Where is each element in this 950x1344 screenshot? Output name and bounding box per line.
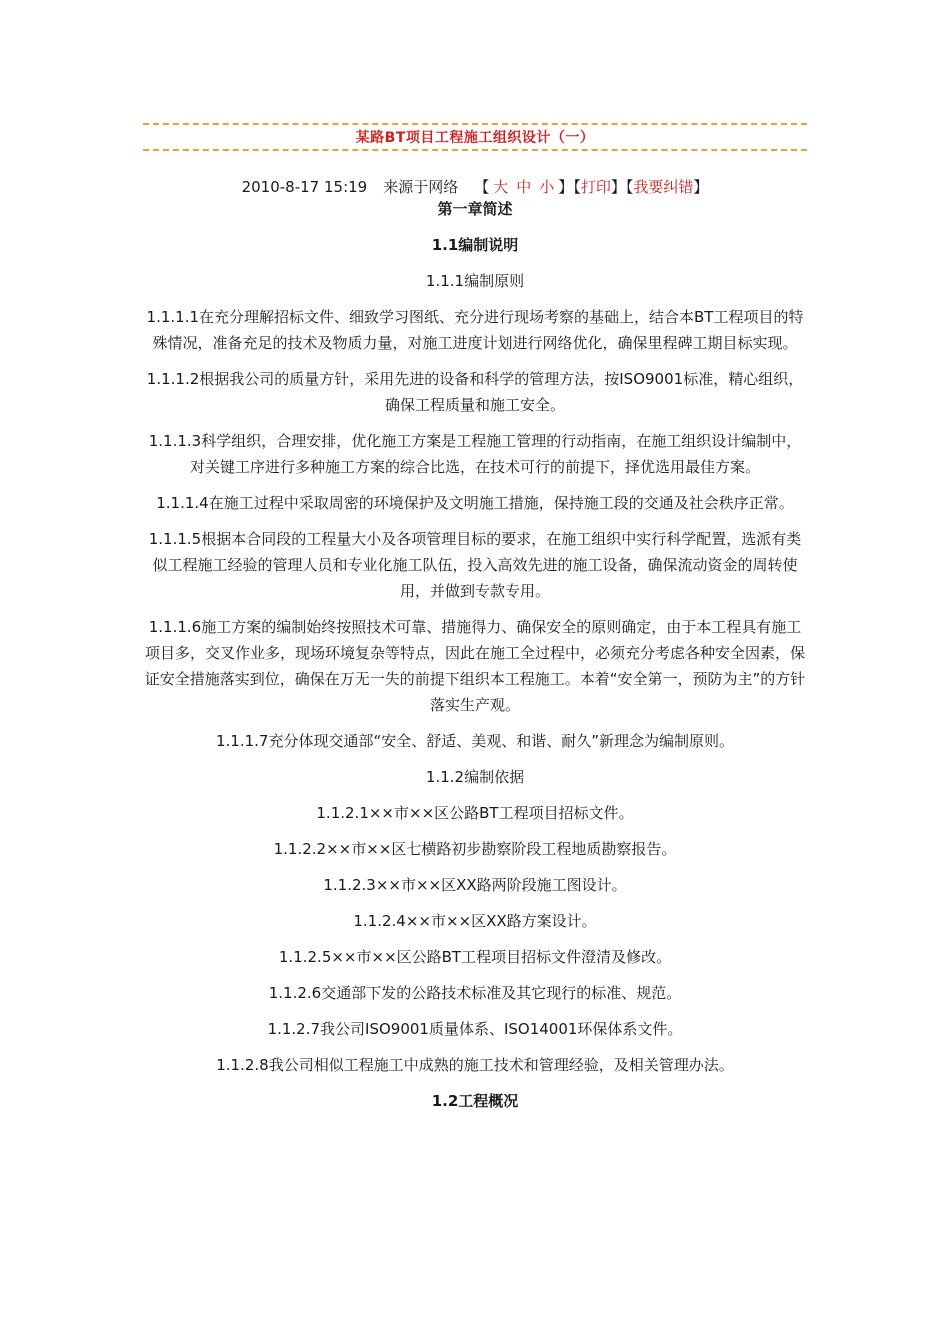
basis-item-4: 1.1.2.4××市××区XX路方案设计。 bbox=[353, 912, 597, 930]
subsection-heading-1-1-2: 1.1.2编制依据 bbox=[425, 768, 525, 786]
article-meta: 2010-8-17 15:19 来源于网络 【 大 中 小 】【打印】【我要纠错】 bbox=[241, 178, 709, 196]
basis-item-6: 1.1.2.6交通部下发的公路技术标准及其它现行的标准、规范。 bbox=[268, 984, 682, 1002]
top-dashed-divider bbox=[143, 123, 807, 125]
source-label: 来源于网络 bbox=[383, 178, 459, 196]
section-heading-1-1: 1.1编制说明 bbox=[431, 236, 519, 254]
basis-item-8: 1.1.2.8我公司相似工程施工中成熟的施工技术和管理经验，及相关管理办法。 bbox=[216, 1056, 734, 1074]
paragraph-1-1-1-5: 1.1.1.5根据本合同段的工程量大小及各项管理目标的要求，在施工组织中实行科学配置，选派有类似工程施工经验的管理人员和专业化施工队伍，投入高效先进的施工设备，确保流动资金的周转使用，并做到专款专用。 bbox=[148, 530, 802, 600]
basis-item-1: 1.1.2.1××市××区公路BT工程项目招标文件。 bbox=[316, 804, 634, 822]
font-size-medium-link[interactable]: 中 bbox=[516, 178, 532, 196]
chapter-heading: 第一章简述 bbox=[437, 200, 513, 218]
subsection-heading-1-1-1: 1.1.1编制原则 bbox=[425, 272, 525, 290]
paragraph-1-1-1-7: 1.1.1.7充分体现交通部“安全、舒适、美观、和谐、耐久”新理念为编制原则。 bbox=[215, 732, 735, 750]
bottom-dashed-divider bbox=[143, 149, 807, 151]
basis-item-7: 1.1.2.7我公司ISO9001质量体系、ISO14001环保体系文件。 bbox=[267, 1020, 683, 1038]
print-link[interactable]: 打印 bbox=[580, 178, 611, 196]
basis-item-3: 1.1.2.3××市××区XX路两阶段施工图设计。 bbox=[323, 876, 627, 894]
basis-item-5: 1.1.2.5××市××区公路BT工程项目招标文件澄清及修改。 bbox=[278, 948, 672, 966]
paragraph-1-1-1-2: 1.1.1.2根据我公司的质量方针，采用先进的设备和科学的管理方法，按ISO9001标准，精心组织，确保工程质量和施工安全。 bbox=[146, 370, 804, 414]
basis-item-2: 1.1.2.2××市××区七横路初步勘察阶段工程地质勘察报告。 bbox=[273, 840, 677, 858]
section-heading-1-2: 1.2工程概况 bbox=[431, 1092, 519, 1110]
font-size-small-link[interactable]: 小 bbox=[539, 178, 555, 196]
paragraph-1-1-1-6: 1.1.1.6施工方案的编制始终按照技术可靠、措施得力、确保安全的原则确定，由于本工程具有施工项目多，交叉作业多，现场环境复杂等特点，因此在施工全过程中，必须充分考虑各种安全因素，保证安全措施落实到位，确保在万无一失的前提下组织本工程施工。本着“安全第一，预防为主”的方针落实生产观。 bbox=[144, 618, 806, 714]
article-title: 某路BT项目工程施工组织设计（一） bbox=[355, 130, 595, 146]
paragraph-1-1-1-1: 1.1.1.1在充分理解招标文件、细致学习图纸、充分进行现场考察的基础上，结合本BT工程项目的特殊情况，准备充足的技术及物质力量，对施工进度计划进行网络优化，确保里程碑工期目标实现。 bbox=[146, 308, 804, 352]
paragraph-1-1-1-3: 1.1.1.3科学组织，合理安排，优化施工方案是工程施工管理的行动指南，在施工组织设计编制中，对关键工序进行多种施工方案的综合比选，在技术可行的前提下，择优选用最佳方案。 bbox=[148, 432, 802, 476]
font-size-large-link[interactable]: 大 bbox=[493, 178, 509, 196]
publish-date: 2010-8-17 15:19 bbox=[241, 178, 368, 196]
paragraph-1-1-1-4: 1.1.1.4在施工过程中采取周密的环境保护及文明施工措施，保持施工段的交通及社会秩序正常。 bbox=[156, 494, 794, 512]
article-body bbox=[143, 196, 807, 1124]
report-error-link[interactable]: 我要纠错 bbox=[633, 178, 694, 196]
